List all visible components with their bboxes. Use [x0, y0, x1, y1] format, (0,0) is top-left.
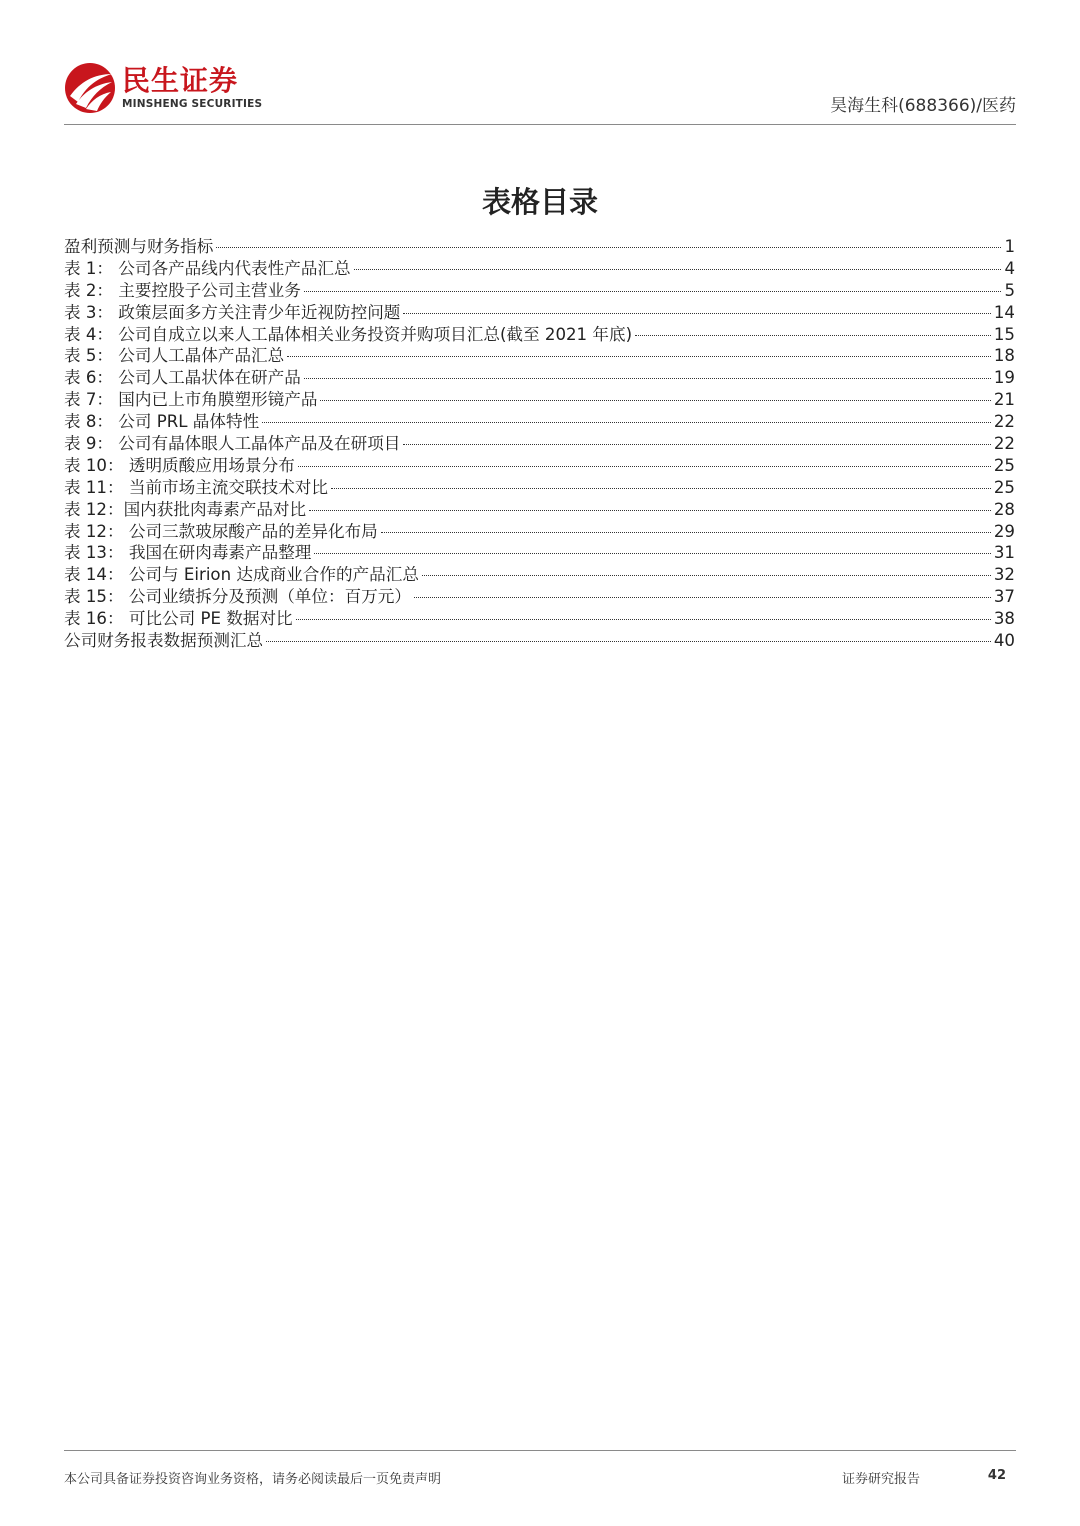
logo-english-name: MINSHENG SECURITIES	[122, 98, 263, 110]
toc-entry-label: 表 8： 公司 PRL 晶体特性	[64, 412, 260, 432]
toc-entry[interactable]	[64, 411, 1015, 433]
toc-entry-label: 表 5： 公司人工晶体产品汇总	[64, 346, 285, 366]
toc-entry-page: 28	[993, 499, 1015, 519]
toc-entry-label: 公司财务报表数据预测汇总	[64, 631, 264, 651]
toc-entry[interactable]	[64, 630, 1015, 652]
toc-entry-page: 25	[993, 455, 1015, 475]
toc-entry[interactable]	[64, 280, 1015, 302]
toc-entry-page: 21	[993, 390, 1015, 410]
toc-entry-page: 1	[1004, 237, 1015, 256]
toc-entry-label: 表 7： 国内已上市角膜塑形镜产品	[64, 390, 318, 410]
toc-entry[interactable]	[64, 542, 1015, 564]
toc-dot-leader	[635, 335, 991, 336]
toc-entry[interactable]	[64, 477, 1015, 499]
toc-entry-label: 表 6： 公司人工晶状体在研产品	[64, 368, 301, 388]
toc-entry-page: 29	[993, 521, 1015, 541]
footer-disclaimer: 本公司具备证券投资咨询业务资格，请务必阅读最后一页免责声明	[64, 1472, 442, 1487]
toc-dot-leader	[422, 575, 991, 576]
toc-entry-page: 31	[993, 543, 1015, 563]
logo-text	[122, 65, 262, 111]
toc-entry-label: 表 12： 公司三款玻尿酸产品的差异化布局	[64, 521, 378, 541]
logo-chinese-name: 民生证券	[122, 64, 239, 97]
toc-entry[interactable]	[64, 564, 1015, 586]
toc-entry[interactable]	[64, 302, 1015, 324]
toc-entry-label: 表 13： 我国在研肉毒素产品整理	[64, 543, 312, 563]
toc-entry[interactable]	[64, 608, 1015, 630]
toc-entry-page: 40	[993, 631, 1015, 651]
footer-page-number: 42	[987, 1468, 1006, 1483]
toc-entry[interactable]	[64, 389, 1015, 411]
toc-entry-label: 表 3： 政策层面多方关注青少年近视防控问题	[64, 302, 401, 322]
toc-entry-page: 19	[993, 368, 1015, 388]
toc-dot-leader	[216, 247, 1001, 248]
toc-entry[interactable]	[64, 455, 1015, 477]
toc-entry[interactable]	[64, 258, 1015, 280]
toc-dot-leader	[266, 641, 991, 642]
toc-entry-label: 表 15： 公司业绩拆分及预测（单位：百万元）	[64, 587, 411, 607]
toc-entry-label: 表 10： 透明质酸应用场景分布	[64, 455, 295, 475]
toc-dot-leader	[314, 553, 990, 554]
toc-entry-page: 22	[993, 434, 1015, 454]
page-header	[64, 58, 1016, 125]
toc-entry-label: 表 12：国内获批肉毒素产品对比	[64, 499, 307, 519]
toc-entry[interactable]	[64, 521, 1015, 543]
toc-entry-label: 表 2： 主要控股子公司主营业务	[64, 280, 301, 300]
toc-entry-label: 盈利预测与财务指标	[64, 237, 214, 256]
company-tag: 昊海生科(688366)/医药	[830, 96, 1016, 116]
toc-entry[interactable]	[64, 367, 1015, 389]
toc-dot-leader	[298, 466, 991, 467]
toc-entry-page: 38	[993, 609, 1015, 629]
toc-entry-page: 22	[993, 412, 1015, 432]
toc-entry-page: 37	[993, 587, 1015, 607]
toc-dot-leader	[403, 313, 990, 314]
toc-entry-page: 5	[1004, 280, 1015, 300]
toc-dot-leader	[320, 400, 990, 401]
toc-entry[interactable]	[64, 433, 1015, 455]
company-logo	[64, 60, 262, 116]
minsheng-logo-icon	[64, 62, 116, 114]
toc-dot-leader	[381, 532, 991, 533]
toc-entry[interactable]	[64, 586, 1015, 608]
toc-dot-leader	[304, 291, 1002, 292]
toc-entry-label: 表 16： 可比公司 PE 数据对比	[64, 609, 293, 629]
toc-dot-leader	[331, 488, 991, 489]
toc-entry-page: 18	[993, 346, 1015, 366]
page-footer	[64, 1450, 1016, 1491]
footer-report-type: 证券研究报告	[842, 1472, 921, 1487]
toc-dot-leader	[262, 422, 991, 423]
toc-entry-label: 表 9： 公司有晶体眼人工晶体产品及在研项目	[64, 434, 401, 454]
toc-dot-leader	[354, 269, 1002, 270]
toc-entry-page: 4	[1004, 258, 1015, 278]
toc-entry-label: 表 1： 公司各产品线内代表性产品汇总	[64, 258, 351, 278]
toc-dot-leader	[309, 510, 991, 511]
toc-entry[interactable]	[64, 345, 1015, 367]
toc-entry-page: 15	[993, 324, 1015, 344]
table-of-contents	[64, 236, 1015, 652]
toc-entry-page: 32	[993, 565, 1015, 585]
toc-dot-leader	[414, 597, 991, 598]
toc-entry-label: 表 11： 当前市场主流交联技术对比	[64, 477, 328, 497]
toc-entry[interactable]	[64, 499, 1015, 521]
toc-entry[interactable]	[64, 324, 1015, 346]
toc-entry-page: 14	[993, 302, 1015, 322]
toc-dot-leader	[287, 356, 991, 357]
toc-entry[interactable]	[64, 236, 1015, 258]
toc-entry-page: 25	[993, 477, 1015, 497]
toc-entry-label: 表 14： 公司与 Eirion 达成商业合作的产品汇总	[64, 565, 419, 585]
toc-dot-leader	[304, 378, 991, 379]
toc-dot-leader	[296, 619, 991, 620]
page-title: 表格目录	[481, 185, 598, 219]
toc-entry-label: 表 4： 公司自成立以来人工晶体相关业务投资并购项目汇总(截至 2021 年底)	[64, 324, 633, 344]
toc-dot-leader	[403, 444, 990, 445]
